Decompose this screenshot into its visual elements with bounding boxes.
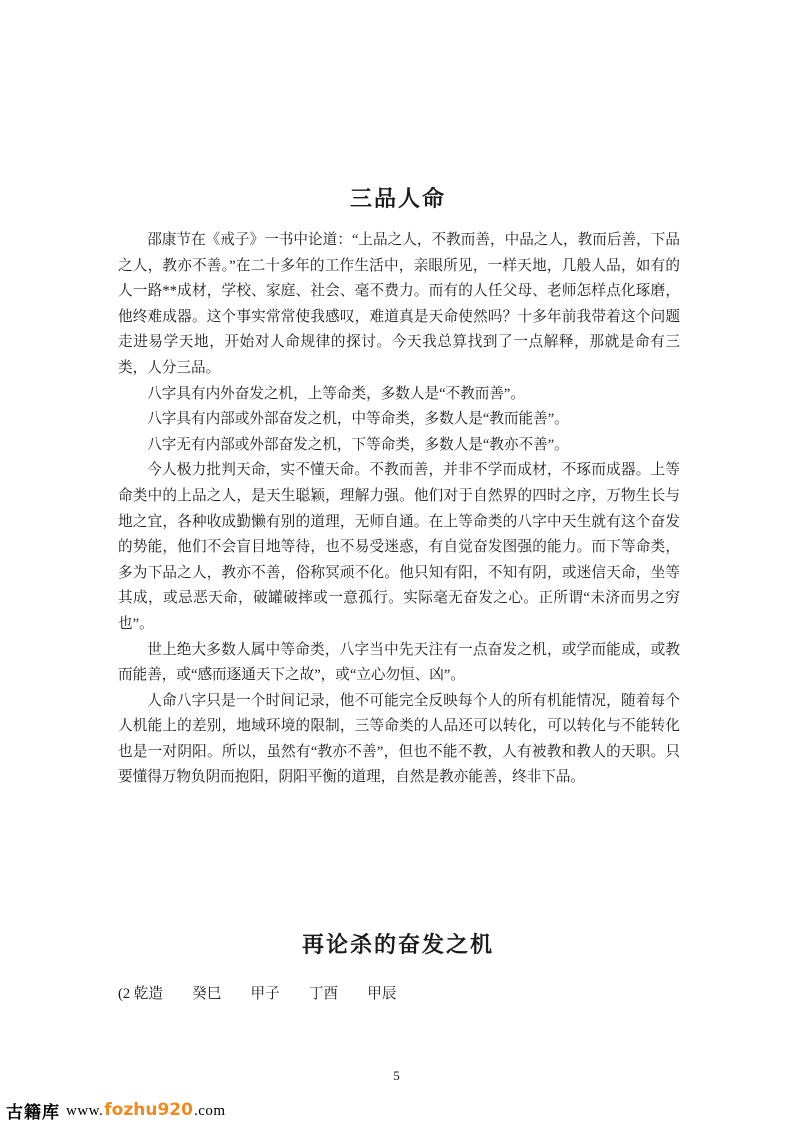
paragraph: 八字具有内部或外部奋发之机，中等命类，多数人是“教而能善”。 (147, 411, 569, 428)
footer-site-label: 古籍库 (6, 1102, 60, 1123)
paragraph: 邵康节在《戒子》一书中论道：“上品之人，不教而善，中品之人，教而后善，下品之人，教亦不善。”在二十多年的工作生活中，亲眼所见，一样天地，几般人品，如有的人一路**成材，学校、家庭、社会、毫不费力。而有的人任父母、老师怎样点化琢磨，他终难成器。这个事实常常使我感叹，难道真是天命使然吗？十多年前我带着这个问题走进易学天地，开始对人命规律的探讨。今天我总算找到了一点解释，那就是命有三类，人分三品。 (118, 232, 680, 376)
section-title-two-wrapper (118, 928, 678, 959)
footer-url-tail: .com (193, 1103, 226, 1119)
body-text-block (118, 228, 680, 791)
footer-url-prefix: www. (66, 1103, 104, 1119)
section-title-two: 再论杀的奋发之机 (301, 932, 494, 958)
paragraph: 八字无有内部或外部奋发之机，下等命类，多数人是“教亦不善”。 (147, 436, 569, 453)
paragraph: 今人极力批判天命，实不懂天命。不教而善，并非不学而成材，不琢而成器。上等命类中的上品之人，是天生聪颖，理解力强。他们对于自然界的四时之序，万物生长与地之宜，各种收成勤懒有别的道理，无师自通。在上等命类的八字中天生就有这个奋发的势能，他们不会盲目地等待，也不易受迷惑，有自觉奋发图强的能力。而下等命类，多为下品之人，教亦不善，俗称冥顽不化。他只知有阳，不知有阴，或迷信天命，坐等其成，或忌恶天命，破罐破摔或一意孤行。实际毫无奋发之心。正所谓“未济而男之穷也”。 (118, 462, 680, 632)
page-title: 三品人命 (349, 186, 446, 212)
footer-url-brand: fozhu920 (104, 1100, 193, 1120)
section-title-one-wrapper (118, 182, 678, 213)
paragraph: 八字具有内外奋发之机，上等命类，多数人是“不教而善”。 (147, 385, 525, 402)
ganzhi-line: (2 乾造 癸巳 甲子 丁酉 甲辰 (118, 986, 397, 1002)
page-number: 5 (393, 1068, 400, 1083)
paragraph: 世上绝大多数人属中等命类，八字当中先天注有一点奋发之机，或学而能成，或教而能善，或“感而逐通天下之故”，或“立心勿恒、凶”。 (118, 641, 680, 684)
paragraph: 人命八字只是一个时间记录，他不可能完全反映每个人的所有机能情况，随着每个人机能上的差别，地域环境的限制，三等命类的人品还可以转化，可以转化与不能转化也是一对阴阳。所以，虽然有“教亦不善”，但也不能不教，人有被教和教人的天职。只要懂得万物负阴而抱阳，阴阳平衡的道理，自然是教亦能善，终非下品。 (118, 692, 680, 786)
footer-site-url (66, 1100, 226, 1120)
footer-watermark (0, 1098, 793, 1122)
ganzhi-chart-block (118, 982, 680, 1008)
